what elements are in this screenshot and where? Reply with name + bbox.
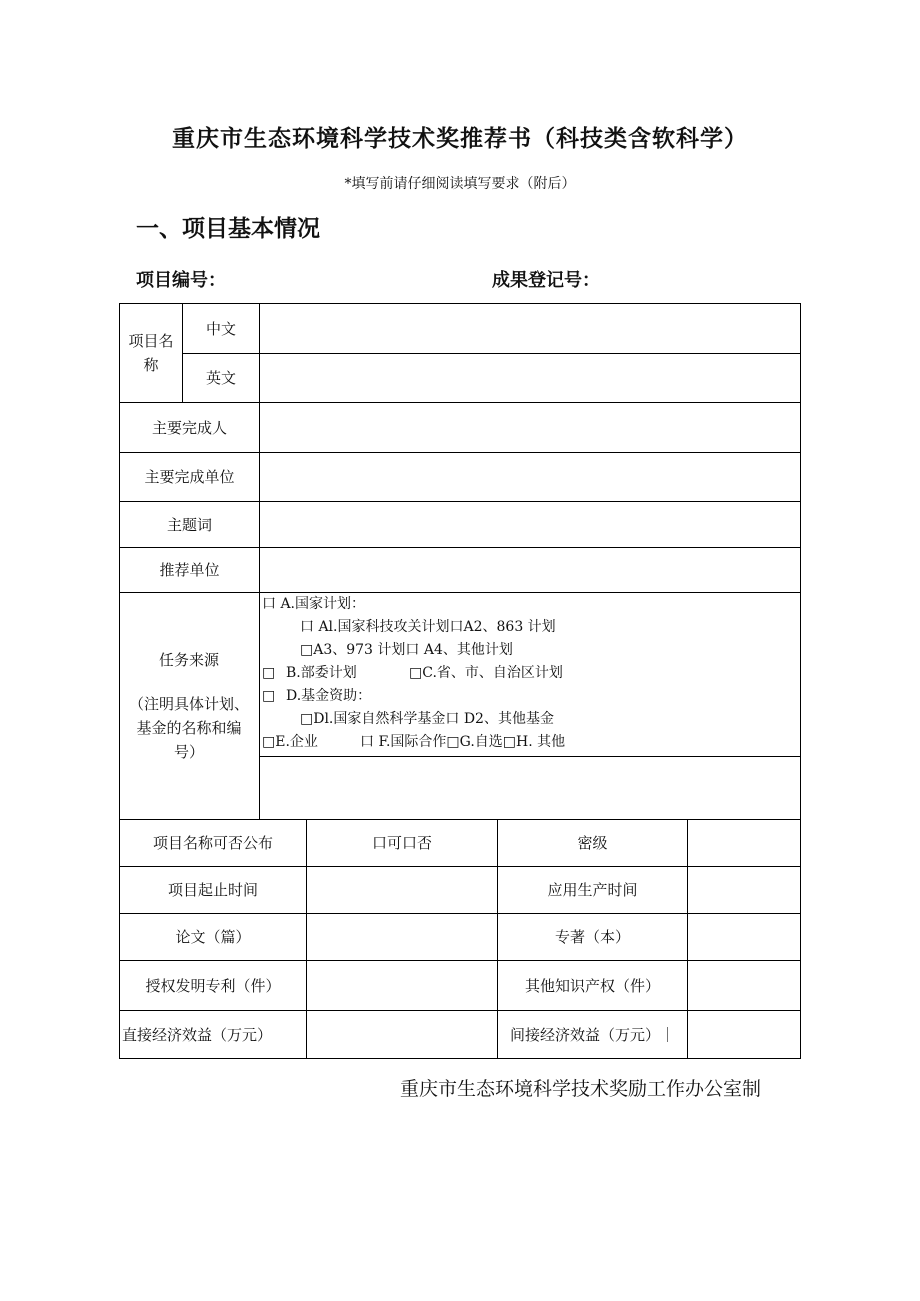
task-option-f-g-h[interactable]: 口 F.国际合作□G.自选□H. 其他: [360, 734, 566, 750]
other-ip-field[interactable]: [688, 961, 800, 1010]
task-option-a3-a4[interactable]: □A3、973 计划口 A4、其他计划: [300, 642, 513, 658]
task-source-note: （注明具体计划、基金的名称和编号）: [128, 695, 249, 761]
main-completers-field[interactable]: [260, 403, 800, 452]
section-heading: 一、项目基本情况: [136, 216, 320, 242]
recommending-unit-label: 推荐单位: [159, 561, 220, 579]
task-option-b: B.部委计划: [286, 665, 357, 681]
task-option-a[interactable]: 口 A.国家计划：: [262, 596, 366, 612]
checkbox-icon[interactable]: □: [262, 665, 276, 681]
production-time-field[interactable]: [688, 867, 800, 913]
monographs-field[interactable]: [688, 914, 800, 960]
monographs-label: 专著（本）: [554, 928, 630, 946]
patents-label: 授权发明专利（件）: [145, 976, 281, 995]
english-label: 英文: [205, 369, 236, 387]
recommending-unit-field[interactable]: [260, 548, 800, 592]
english-name-field[interactable]: [260, 354, 800, 402]
task-source-label: 任务来源: [158, 651, 219, 669]
publish-options[interactable]: 口可口否: [371, 834, 432, 852]
direct-benefit-label: 直接经济效益（万元）: [122, 1025, 273, 1044]
patents-field[interactable]: [307, 961, 497, 1010]
papers-label: 论文（篇）: [175, 928, 251, 946]
task-option-e[interactable]: □E.企业: [262, 734, 318, 750]
project-number-label: 项目编号：: [136, 270, 226, 291]
other-ip-label: 其他知识产权（件）: [524, 976, 660, 995]
keywords-label: 主题词: [166, 515, 212, 534]
task-option-c[interactable]: □C.省、市、自治区计划: [409, 665, 563, 681]
secret-level-label: 密级: [577, 834, 608, 852]
main-units-label: 主要完成单位: [144, 468, 235, 486]
secret-level-field[interactable]: [688, 820, 800, 866]
checkbox-icon[interactable]: □: [262, 688, 276, 704]
chinese-label: 中文: [205, 319, 236, 338]
publish-label: 项目名称可否公布: [152, 834, 273, 852]
main-units-field[interactable]: [260, 453, 800, 501]
production-time-label: 应用生产时间: [547, 881, 638, 899]
task-option-d: D.基金资助：: [286, 688, 372, 704]
fill-note: *填写前请仔细阅读填写要求（附后）: [344, 176, 576, 192]
task-source-detail-field[interactable]: [260, 757, 800, 819]
project-period-label: 项目起止时间: [167, 881, 258, 899]
document-title: 重庆市生态环境科学技术奖推荐书（科技类含软科学）: [172, 126, 748, 152]
task-option-d1-d2[interactable]: □Dl.国家自然科学基金口 D2、其他基金: [300, 711, 554, 727]
footer-office: 重庆市生态环境科学技术奖励工作办公室制: [400, 1078, 762, 1100]
project-period-field[interactable]: [307, 867, 497, 913]
direct-benefit-field[interactable]: [307, 1011, 497, 1058]
main-completers-label: 主要完成人: [151, 418, 227, 437]
project-name-label: 项目名称: [128, 332, 174, 374]
indirect-benefit-field[interactable]: [688, 1011, 800, 1058]
task-option-a1-a2[interactable]: 口 Al.国家科技攻关计划口A2、863 计划: [300, 619, 556, 635]
chinese-name-field[interactable]: [260, 304, 800, 353]
keywords-field[interactable]: [260, 502, 800, 547]
papers-field[interactable]: [307, 914, 497, 960]
registration-number-label: 成果登记号：: [492, 270, 600, 291]
indirect-benefit-label: 间接经济效益（万元）｜: [509, 1025, 675, 1044]
